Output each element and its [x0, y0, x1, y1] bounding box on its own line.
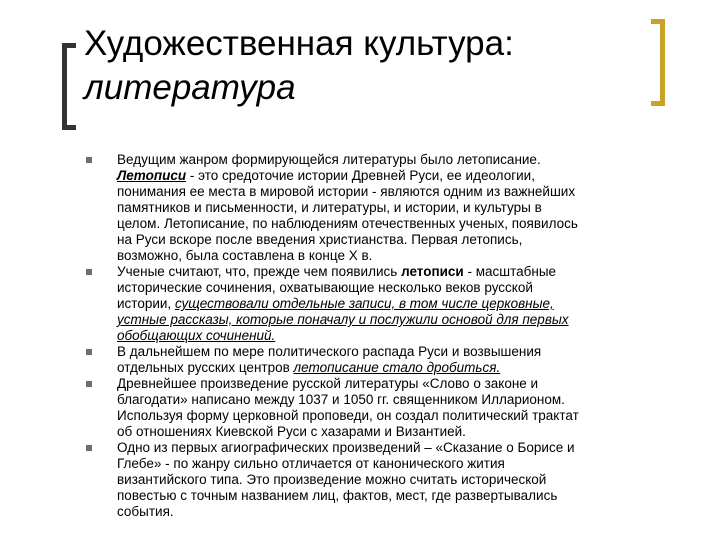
text-segment: летописание стало дробиться.	[293, 360, 501, 375]
bullet-text-line	[117, 392, 668, 408]
right-bracket-decoration	[651, 19, 665, 106]
text-segment: Летописи	[117, 168, 187, 183]
text-segment: Используя форму церковной проповеди, он создал политический трактат	[117, 408, 579, 423]
title-line-1: Художественная культура:	[84, 24, 514, 63]
bullet-item	[86, 344, 668, 376]
bullet-text-line	[117, 264, 668, 280]
square-bullet-icon	[86, 269, 92, 275]
text-segment: понимания ее места в мировой истории - являются одним из важнейших	[117, 184, 576, 199]
text-segment: обобщающих сочинений.	[117, 328, 276, 343]
text-segment: целом. Летописание, по наблюдениям отечественных ученых, появилось	[117, 216, 578, 231]
text-segment: византийского типа. Это произведение можно считать исторической	[117, 472, 547, 487]
text-segment: возможно, была составлена в конце X в.	[117, 248, 373, 263]
bullet-text-line	[117, 456, 668, 472]
bullet-text-line	[117, 184, 668, 200]
bullet-text-line	[117, 360, 668, 376]
title-line-2: литература	[84, 68, 296, 107]
text-segment: на Руси вскоре после введения христианства. Первая летопись,	[117, 232, 523, 247]
text-segment: - это средоточие истории Древней Руси, ее идеологии,	[186, 168, 535, 183]
bullet-text-line	[117, 152, 668, 168]
bullet-text-line	[117, 280, 668, 296]
bullet-text-line	[117, 200, 668, 216]
text-segment: исторические сочинения, охватывающие несколько веков русской	[117, 280, 533, 295]
bullet-text-line	[117, 312, 668, 328]
text-segment: истории,	[117, 296, 175, 311]
bullet-text-line	[117, 376, 668, 392]
square-bullet-icon	[86, 445, 92, 451]
bullet-text-line	[117, 216, 668, 232]
text-segment: Одно из первых агиографических произведений – «Сказание о Борисе и	[117, 440, 575, 455]
bullet-text-line	[117, 472, 668, 488]
text-segment: памятников и письменности, и литературы, и истории, и культуры в	[117, 200, 542, 215]
bullet-text-line	[117, 232, 668, 248]
left-bracket-decoration	[62, 43, 76, 130]
text-segment: события.	[117, 504, 174, 519]
text-segment: отдельных русских центров	[117, 360, 294, 375]
bullet-text-line	[117, 168, 668, 184]
bullet-text-line	[117, 248, 668, 264]
bullet-text-line	[117, 344, 668, 360]
square-bullet-icon	[86, 157, 92, 163]
text-segment: существовали отдельные записи, в том числе церковные,	[174, 296, 554, 311]
text-segment: благодати» написано между 1037 и 1050 гг. священником Илларионом.	[117, 392, 565, 407]
bullet-list	[86, 152, 668, 520]
bullet-text-line	[117, 424, 668, 440]
text-segment: - масштабные	[463, 264, 557, 279]
slide-title	[84, 22, 514, 110]
bullet-item	[86, 440, 668, 520]
bullet-text-line	[117, 504, 668, 520]
square-bullet-icon	[86, 349, 92, 355]
bullet-text-line	[117, 488, 668, 504]
square-bullet-icon	[86, 381, 92, 387]
text-segment: Ведущим жанром формирующейся литературы было летописание.	[117, 152, 541, 167]
text-segment: Глебе» - по жанру сильно отличается от канонического жития	[117, 456, 505, 471]
text-segment: об отношениях Киевской Руси с хазарами и Византией.	[117, 424, 466, 439]
bullet-item	[86, 264, 668, 344]
text-segment: повестью с точным названием лиц, фактов, мест, где развертывались	[117, 488, 558, 503]
bullet-text-line	[117, 296, 668, 312]
text-segment: летописи	[401, 264, 464, 279]
bullet-text-line	[117, 440, 668, 456]
text-segment: Древнейшее произведение русской литературы «Слово о законе и	[117, 376, 539, 391]
text-segment: устные рассказы, которые поначалу и послужили основой для первых	[117, 312, 569, 327]
bullet-text-line	[117, 408, 668, 424]
text-segment: Ученые считают, что, прежде чем появились	[117, 264, 402, 279]
bullet-item	[86, 376, 668, 440]
bullet-item	[86, 152, 668, 264]
text-segment: В дальнейшем по мере политического распада Руси и возвышения	[117, 344, 542, 359]
bullet-text-line	[117, 328, 668, 344]
